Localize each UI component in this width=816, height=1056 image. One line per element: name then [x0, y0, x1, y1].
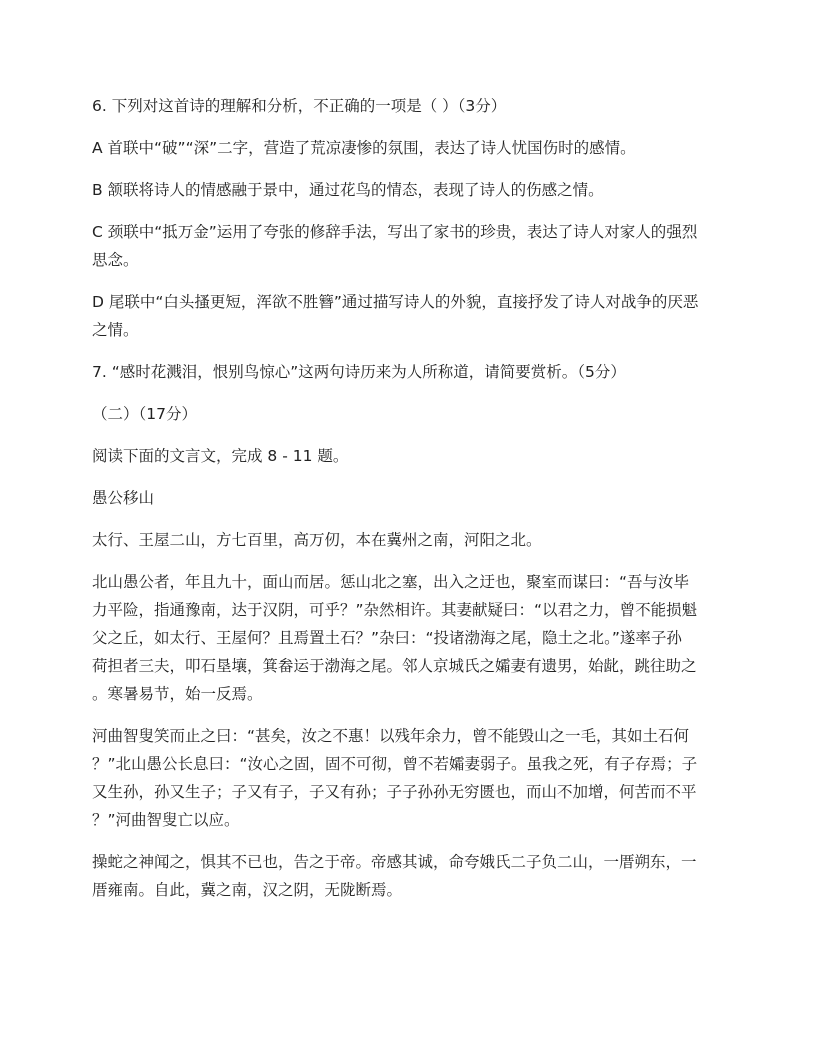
option-d-line: D 尾联中“白头搔更短，浑欲不胜簪”通过描写诗人的外貌，直接抒发了诗人对战争的厌恶	[92, 293, 699, 311]
option-c-line: C 颈联中“抵万金”运用了夸张的修辞手法，写出了家书的珍贵，表达了诗人对家人的强烈	[92, 223, 698, 241]
question-7: 7. “感时花溅泪，恨别鸟惊心”这两句诗历来为人所称道，请简要赏析。（5分）	[92, 363, 626, 381]
passage-line: ？”北山愚公长息曰：“汝心之固，固不可彻，曾不若孀妻弱子。虽我之死，有子存焉；子	[92, 755, 698, 773]
passage-line: 北山愚公者，年且九十，面山而居。惩山北之塞，出入之迂也，聚室而谋曰：“吾与汝毕	[92, 573, 690, 591]
passage-line: 厝雍南。自此，冀之南，汉之阴，无陇断焉。	[92, 881, 403, 899]
passage-line: 河曲智叟笑而止之曰：“甚矣，汝之不惠！以残年余力，曾不能毁山之一毛，其如土石何	[92, 727, 690, 745]
question-6-option-a: A 首联中“破”“深”二字，营造了荒凉凄惨的氛围，表达了诗人忧国伤时的感情。	[92, 139, 636, 157]
question-6-option-d	[92, 288, 732, 344]
question-6-option-b: B 颔联将诗人的情感融于景中，通过花鸟的情态，表现了诗人的伤感之情。	[92, 181, 604, 199]
section-2-heading: （二）（17分）	[92, 405, 197, 423]
question-6-stem: 6. 下列对这首诗的理解和分析，不正确的一项是（ ）（3分）	[92, 97, 507, 115]
passage-line: 操蛇之神闻之，惧其不已也，告之于帝。帝感其诚，命夸娥氏二子负二山，一厝朔东，一	[92, 853, 697, 871]
passage-line: 荷担者三夫，叩石垦壤，箕畚运于渤海之尾。邻人京城氏之孀妻有遗男，始龀，跳往助之	[92, 657, 697, 675]
option-d-line: 之情。	[92, 321, 139, 339]
passage-line: ？”河曲智叟亡以应。	[92, 811, 240, 829]
passage-line: 又生孙，孙又生子；子又有子，子又有孙；子子孙孙无穷匮也，而山不加增，何苦而不平	[92, 783, 697, 801]
passage-paragraph-3	[92, 722, 732, 834]
passage-line: 。寒暑易节，始一反焉。	[92, 685, 263, 703]
document-page	[92, 92, 732, 918]
passage-paragraph-1: 太行、王屋二山，方七百里，高万仞，本在冀州之南，河阳之北。	[92, 531, 542, 549]
passage-paragraph-2	[92, 568, 732, 708]
question-6-option-c	[92, 218, 732, 274]
passage-paragraph-4	[92, 848, 732, 904]
reading-instruction: 阅读下面的文言文，完成 8 - 11 题。	[92, 447, 349, 465]
passage-title: 愚公移山	[92, 489, 155, 507]
passage-line: 父之丘，如太行、王屋何？且焉置土石？”杂曰：“投诸渤海之尾，隐土之北。”遂率子孙	[92, 629, 682, 647]
option-c-line: 思念。	[92, 251, 139, 269]
passage-line: 力平险，指通豫南，达于汉阴，可乎？”杂然相许。其妻献疑曰：“以君之力，曾不能损魁	[92, 601, 698, 619]
